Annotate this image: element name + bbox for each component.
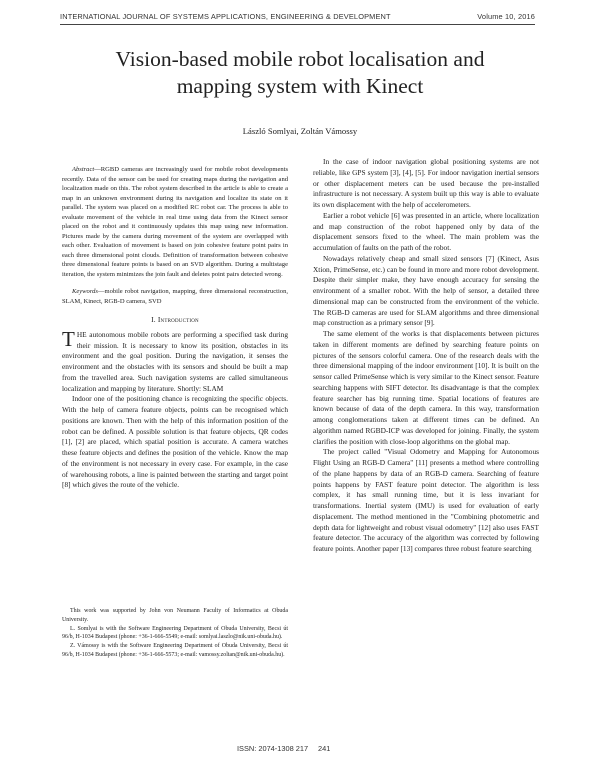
footnote-author-1: L. Somlyai is with the Software Engineering Department of Obuda University, Becsi út 96/b, H-1034 Budapest (phone: +36-1-666-5549; e-mail: somlyai.laszlo@nik.uni-obuda.hu). (62, 625, 288, 641)
journal-name: INTERNATIONAL JOURNAL OF SYSTEMS APPLICATIONS, ENGINEERING & DEVELOPMENT (60, 12, 391, 21)
right-paragraph-3: Nowadays relatively cheap and small sized sensors [7] (Kinect, Asus Xtion, PrimeSense, etc.) can be found in more and more robot development. Despite their simpler make, they have enough accuracy for sensing the environment of a smaller robot. With the help of sensor, a detailed three dimensional map can be constructed from the environment of the vehicle. The RGB-D cameras are used for SLAM algorithms and three dimensional map construction as a primary sensor [9]. (313, 253, 539, 328)
abstract-text: —RGBD cameras are increasingly used for mobile robot developments recently. Data of the sensor can be used for creating maps during the navigation and localization made on this. The robot system described in the article is able to create a map in an unknown environment during its navigation and localize its state on it parallel. The system was placed on a modified RC robot car. The process is able to evaluate movement of the vehicle in real time using data from the Kinect sensor placed on the robot and it continuously updates this map using new information. Pictures made by the camera during movement of the system are overlapped with each other. Evaluation of movement is based on join cohesive feature point pairs in each three dimensional point clouds. Definition of transformation between cohesive three dimensional feature points is based on an SVD algorithm. During a multistage iteration, the system minimizes the join fault and deletes point pairs detected wrong. (62, 166, 288, 278)
section-title: Introduction (157, 315, 199, 324)
title-line-2: mapping system with Kinect (176, 74, 424, 98)
running-header (60, 12, 535, 21)
right-paragraph-4: The same element of the works is that displacements between pictures taken in different moments are defined by searching feature points on pictures of the sensors colorful camera. One of the research deals with the three dimensional mapping of the indoor environment [10]. It is built on the sensor called PrimeSense which is very similar to the Kinect sensor. Feature searching happens with SIFT detector. Its disadvantage is that the complex feature searcher has big running time. Spatial locations of features are known because of data of the depth camera. In this way, transformation among conglomerations taken at different times can be defined. An algorithm named RGBD-ICP was developed for joining. Finally, the system clarifies the position with close-loop algorithms on the global map. (313, 329, 539, 446)
author-list: László Somlyai, Zoltán Vámossy (242, 126, 358, 136)
keywords-label: Keywords (72, 288, 98, 295)
footnote-author-2: Z. Vámossy is with the Software Engineering Department of Obuda University, Becsi út 96/b, H-1034 Budapest (phone: +36-1-666-5573; e-mail: vamossy.zoltan@nik.uni-obuda.hu). (62, 643, 288, 658)
keywords-text: —mobile robot navigation, mapping, three dimensional reconstruction, SLAM, Kinect, RGB-D camera, SVD (62, 288, 288, 305)
issn: ISSN: 2074-1308 217 (237, 744, 309, 753)
right-paragraph-2: Earlier a robot vehicle [6] was presented in an article, where localization and map construction of the robot happened only by data of the displacement sensors fixed to the wheel. The main problem was the accumulation of faults on the path of the robot. (313, 210, 539, 252)
footnotes (62, 607, 288, 660)
volume-info: Volume 10, 2016 (477, 12, 535, 21)
section-heading (62, 315, 288, 326)
intro-paragraph-2: Indoor one of the positioning chance is recognizing the specific objects. With the help of camera feature objects, points can be recognised which positions are known. Then with the help of this information position of the robot can be defined. A possible solution is that feature objects, QR codes [1], [2] are placed, which spatial position is accurate. A camera watches these feature objects and defines the position of the vehicle. Know the map of the environment is not necessary in every case. For example, in the case of warehousing robots, a line is painted between the starting and target point [8] which gives the route of the vehicle. (62, 394, 288, 490)
title-line-1: Vision-based mobile robot localisation and (115, 47, 485, 71)
footnote-funding: This work was supported by John von Neumann Faculty of Informatics at Obuda University. (62, 608, 288, 623)
left-column (62, 165, 288, 491)
right-paragraph-5: The project called "Visual Odometry and Mapping for Autonomous Flight Using an RGB-D Camera" [11] presents a method where controlling of the plane happens by data of an RGB-D camera. Searching of feature points happens by FAST feature point detector. The algorithm is less complex, it has small running time, but it is less invariant for transformations. Inertial system (IMU) is used for evaluation of early displacement. The method mentioned in the "Combining photometric and depth data for lightweight and robust visual odometry" [12] also uses FAST feature detector. The accuracy of the algorithm was corrected by following feature points. Another paper [13] compares three robust feature searching (313, 447, 539, 553)
keywords (62, 287, 288, 306)
intro-paragraph-1-text: HE autonomous mobile robots are performing a specified task during their mission. It is necessary to know its position, obstacles in its environment and the goal position. During the navigation, it senses the environment and the obstacles with its sensors and should be built a map from the travelled area. Such navigation systems are called simultaneous localization and mapping by literature. Shortly: SLAM (62, 329, 288, 393)
header-rule (60, 24, 535, 25)
drop-cap: T (62, 326, 75, 351)
right-column (313, 157, 539, 555)
page-number: 241 (318, 744, 331, 753)
paper-title (60, 46, 540, 100)
abstract-label: Abstract (72, 166, 95, 173)
abstract (62, 165, 288, 279)
intro-paragraph-1 (62, 326, 288, 395)
section-number: I. (151, 315, 156, 324)
right-paragraph-1: In the case of indoor navigation global positioning systems are not reliable, like GPS system [3], [4], [5]. For indoor navigation inertial sensors or other displacement meters can be used because the pre-installed infrastructure is not necessary. A system built up this way is able to evaluate its own displacement with the help of accelerometers. (313, 157, 539, 209)
